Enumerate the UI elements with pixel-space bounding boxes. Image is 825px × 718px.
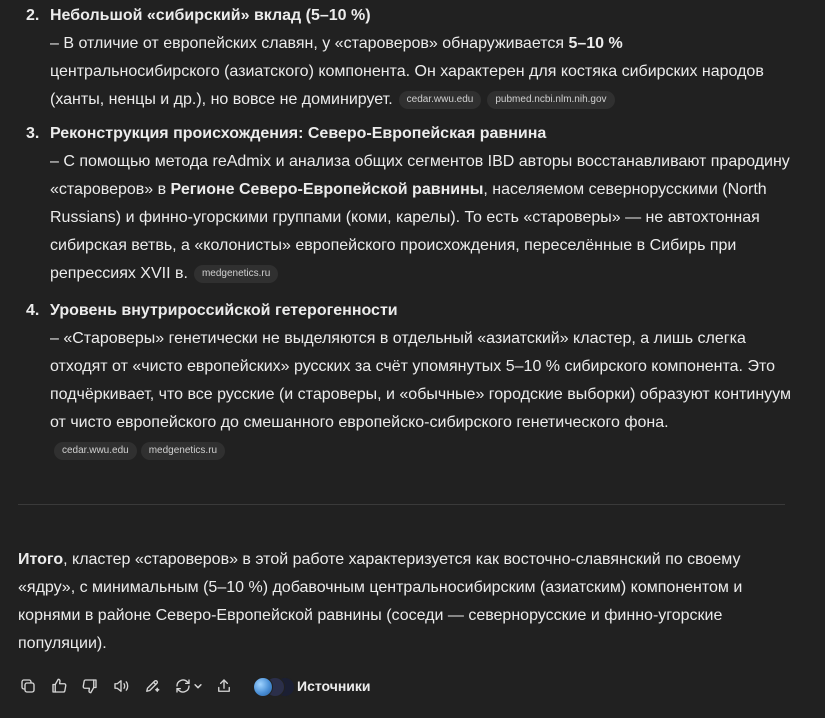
list-item-text: – В отличие от европейских славян, у «староверов» обнаруживается [50, 35, 569, 52]
list-item-text: – С помощью метода reAdmix и анализа общих сегментов IBD авторы восстанавливают прародину «староверов» в [50, 153, 790, 198]
summary-paragraph [18, 546, 788, 658]
source-chip[interactable]: pubmed.ncbi.nlm.nih.gov [487, 91, 614, 109]
message-actions-toolbar [16, 674, 371, 698]
sources-button[interactable] [253, 676, 371, 696]
list-item-number: 4. [26, 302, 40, 319]
globe-icon [253, 677, 273, 697]
source-chip[interactable]: medgenetics.ru [141, 442, 225, 460]
regenerate-button[interactable] [171, 674, 205, 698]
summary-lead: Итого [18, 551, 64, 568]
thumbs-up-icon[interactable] [47, 674, 71, 698]
list-item-text: , населяемом севернорусскими (North Russians) и финно-угорскими группами (коми, карелы). То есть «староверы» — не автохтонная сибирская ветвь, а «колонисты» европейского происхождения, переселённые в Сибирь при репрессиях XVII в. [50, 181, 767, 282]
copy-icon[interactable] [16, 674, 40, 698]
list-item-text: – «Староверы» генетически не выделяются в отдельный «азиатский» кластер, а лишь слегка отходят от «чисто европейских» русских за счёт упомянутых 5–10 % сибирского компонента. Это подчёркивает, что все русские (и староверы, и «обычные» городские выборки) образуют континуум от чисто европейского до смешанного европейско-сибирского генетического фона. [50, 330, 791, 431]
list-item-body [50, 2, 795, 114]
divider [18, 504, 785, 505]
read-aloud-icon[interactable] [109, 674, 133, 698]
list-item-bold-text: 5–10 % [568, 35, 623, 52]
list-item-bold-text: Регионе Северо-Европейской равнины [170, 181, 484, 198]
list-item-number: 3. [26, 125, 40, 142]
list-item-title: Уровень внутрироссийской гетерогенности [50, 302, 398, 319]
share-icon[interactable] [212, 674, 236, 698]
list-item-body [50, 297, 795, 437]
list-item-title: Реконструкция происхождения: Северо-Европейская равнина [50, 125, 547, 142]
sources-label: Источники [297, 678, 371, 694]
summary-text: , кластер «староверов» в этой работе характеризуется как восточно-славянский по своему «ядру», с минимальным (5–10 %) добавочным центральносибирским (азиатским) компонентом и корнями в районе Северо-Европейской равнины (соседи — севернорусские и финно-угорские популяции). [18, 551, 743, 652]
chevron-down-icon [193, 681, 203, 691]
regenerate-icon [174, 677, 192, 695]
source-chip[interactable]: cedar.wwu.edu [399, 91, 482, 109]
source-chip[interactable]: cedar.wwu.edu [54, 442, 137, 460]
list-item-title: Небольшой «сибирский» вклад (5–10 %) [50, 7, 371, 24]
source-chip[interactable]: medgenetics.ru [194, 265, 278, 283]
list-item-body [50, 120, 795, 288]
source-favicons [253, 676, 295, 696]
edit-icon[interactable] [140, 674, 164, 698]
list-item-text: центральносибирского (азиатского) компонента. Он характерен для костяка сибирских народов (ханты, ненцы и др.), но вовсе не доминирует. [50, 63, 764, 108]
thumbs-down-icon[interactable] [78, 674, 102, 698]
source-chips [54, 442, 229, 460]
list-item-number: 2. [26, 7, 40, 24]
